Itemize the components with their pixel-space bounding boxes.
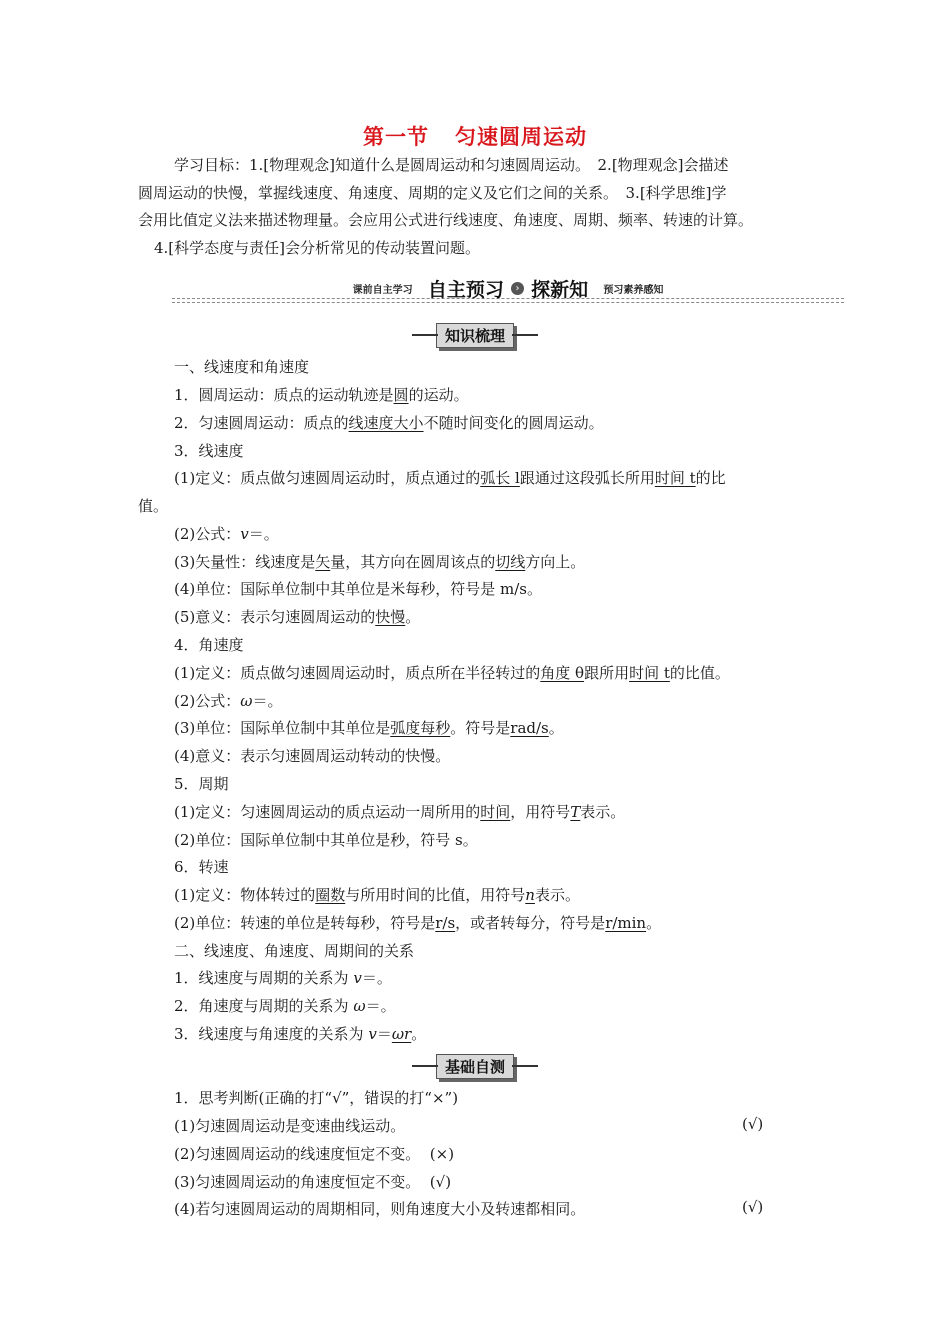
section-label: 知识梳理 [436, 323, 514, 348]
text-line: (5)意义：表示匀速圆周运动的快慢。 [174, 608, 421, 626]
answer-mark: (√) [429, 1173, 452, 1191]
banner-main-2: 探新知 [531, 279, 589, 301]
statement-line: (2)匀速圆周运动的线速度恒定不变。 (×) [174, 1145, 455, 1163]
text-line: 1．圆周运动：质点的运动轨迹是圆的运动。 [174, 386, 469, 404]
banner-right-label: 预习素养感知 [603, 285, 664, 296]
text-line: (1)定义：质点做匀速圆周运动时，质点所在半径转过的角度 θ跟所用时间 t的比值。 [174, 664, 730, 682]
section-header-selftest [0, 1054, 950, 1079]
text-line: (2)单位：国际单位制中其单位是秒，符号 s。 [174, 831, 478, 849]
text-line: 3．线速度 [174, 442, 244, 460]
text-line: 2．角速度与周期的关系为 ω＝。 [174, 997, 396, 1015]
answer-mark: (√) [742, 1115, 764, 1133]
text-line: (1)定义：质点做匀速圆周运动时，质点通过的弧长 l跟通过这段弧长所用时间 t的比 [174, 469, 726, 487]
heading-2: 二、线速度、角速度、周期间的关系 [174, 942, 415, 960]
text-line: (4)意义：表示匀速圆周运动转动的快慢。 [174, 747, 451, 765]
text-line: (2)公式：v＝。 [174, 525, 279, 543]
title-part1: 第一节 [363, 125, 429, 149]
goals-line: 会用比值定义法来描述物理量。会应用公式进行线速度、角速度、周期、频率、转速的计算。 [138, 211, 754, 229]
section-label: 基础自测 [436, 1054, 514, 1079]
text-line: 5．周期 [174, 775, 229, 793]
goals-line: 圆周运动的快慢，掌握线速度、角速度、周期的定义及它们之间的关系。 3.[科学思维]学 [138, 183, 727, 202]
goals-line: 学习目标：1.[物理观念]知道什么是圆周运动和匀速圆周运动。 2.[物理观念]会描述 [174, 156, 729, 174]
heading-1: 一、线速度和角速度 [174, 358, 310, 376]
text-line: 1．线速度与周期的关系为 v＝。 [174, 969, 392, 987]
text-line: (3)矢量性：线速度是矢量，其方向在圆周该点的切线方向上。 [174, 553, 586, 571]
answer-mark: (×) [429, 1145, 455, 1163]
answer-mark: (√) [742, 1198, 764, 1216]
text-line: (4)单位：国际单位制中其单位是米每秒，符号是 m/s。 [174, 580, 542, 598]
text-line: (1)定义：匀速圆周运动的质点运动一周所用的时间，用符号T表示。 [174, 803, 626, 821]
section-title [0, 121, 950, 151]
banner-left-label: 课前自主学习 [352, 285, 413, 296]
statement-line: (3)匀速圆周运动的角速度恒定不变。 (√) [174, 1173, 452, 1191]
chevron-right-icon: › [511, 282, 524, 295]
text-line: 2．匀速圆周运动：质点的线速度大小不随时间变化的圆周运动。 [174, 414, 604, 432]
preview-banner [172, 275, 844, 305]
text-line: 3．线速度与角速度的关系为 v＝ωr。 [174, 1025, 427, 1043]
text-line: 值。 [138, 497, 169, 515]
statement-line: (1)匀速圆周运动是变速曲线运动。 [174, 1117, 406, 1135]
learning-goals [138, 152, 828, 262]
text-line: 4．角速度 [174, 636, 244, 654]
question-line: 1．思考判断(正确的打“√”，错误的打“×”) [174, 1089, 459, 1107]
text-line: (1)定义：物体转过的圈数与所用时间的比值，用符号n表示。 [174, 886, 580, 904]
banner-main-1: 自主预习 [427, 279, 504, 301]
text-line: (3)单位：国际单位制中其单位是弧度每秒。符号是rad/s。 [174, 719, 564, 737]
text-line: 6．转速 [174, 858, 229, 876]
goals-line: 4.[科学态度与责任]会分析常见的传动装置问题。 [154, 238, 481, 257]
section-header-knowledge [0, 323, 950, 348]
title-part2: 匀速圆周运动 [455, 125, 587, 149]
statement-line: (4)若匀速圆周运动的周期相同，则角速度大小及转速都相同。 [174, 1200, 586, 1218]
text-line: (2)单位：转速的单位是转每秒，符号是r/s，或者转每分，符号是r/min。 [174, 914, 662, 932]
text-line: (2)公式：ω＝。 [174, 692, 283, 710]
